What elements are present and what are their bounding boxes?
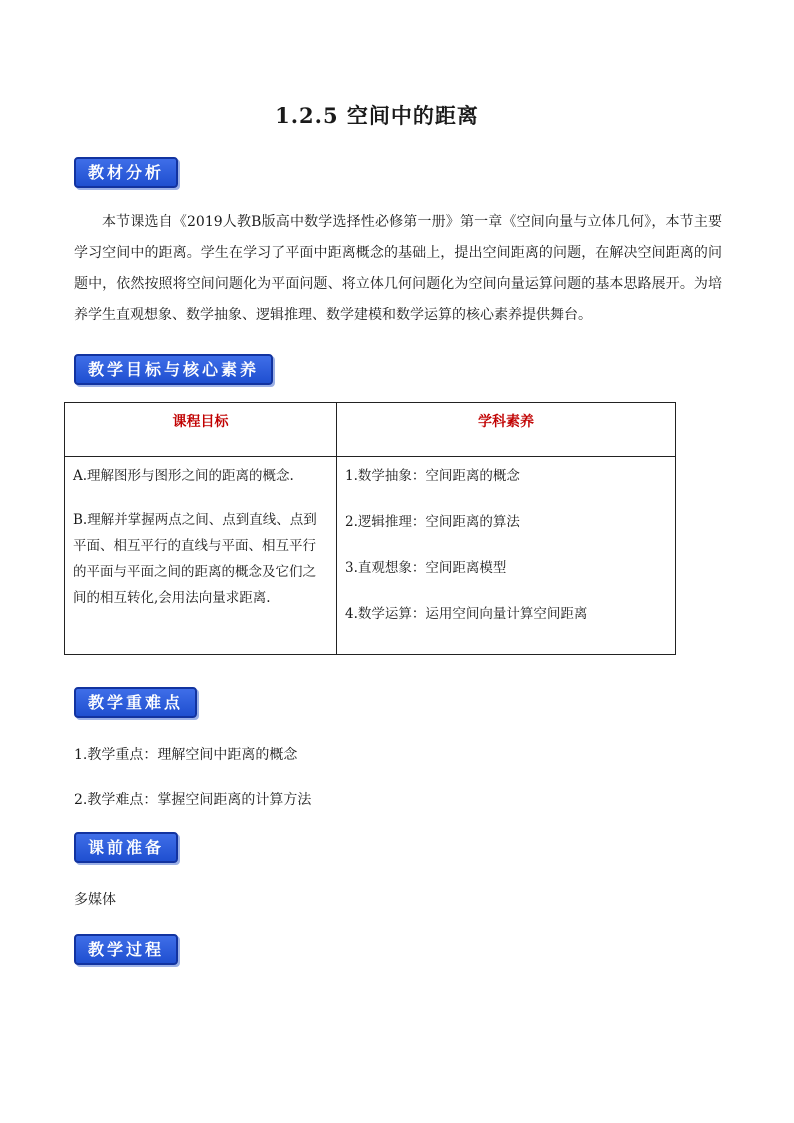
difficult-point: 2.教学难点：掌握空间距离的计算方法: [74, 792, 312, 808]
goal-b-line: 间的相互转化,会用法向量求距离.: [73, 590, 271, 606]
goal-b-line: B.理解并掌握两点之间、点到直线、点到: [73, 512, 317, 528]
literacy-item: 4.数学运算：运用空间向量计算空间距离: [345, 606, 588, 622]
literacy-item: 1.数学抽象：空间距离的概念: [345, 468, 520, 484]
key-point: 1.教学重点：理解空间中距离的概念: [74, 747, 298, 763]
table-row: [65, 457, 676, 655]
goal-b-line: 的平面与平面之间的距离的概念及它们之: [73, 564, 316, 580]
goal-a: A.理解图形与图形之间的距离的概念.: [73, 468, 294, 484]
section-badge-analysis: 教材分析: [74, 157, 178, 188]
page-title: 1.2.5 空间中的距离: [275, 103, 479, 128]
section-badge-prep: 课前准备: [74, 832, 178, 863]
table-header-course-goals: 课程目标: [65, 403, 337, 457]
course-goals-cell: [65, 457, 337, 655]
table-header-row: [65, 403, 676, 457]
goal-b-line: 平面、相互平行的直线与平面、相互平行: [73, 538, 316, 554]
literacy-item: 3.直观想象：空间距离模型: [345, 560, 507, 576]
section-badge-keypoints: 教学重难点: [74, 687, 197, 718]
goals-table: [64, 402, 676, 655]
literacy-item: 2.逻辑推理：空间距离的算法: [345, 514, 520, 530]
literacy-cell: [337, 457, 676, 655]
section-badge-goals: 教学目标与核心素养: [74, 354, 273, 385]
prep-text: 多媒体: [74, 892, 116, 908]
table-header-literacy: 学科素养: [337, 403, 676, 457]
analysis-paragraph: 本节课选自《2019人教B版高中数学选择性必修第一册》第一章《空间向量与立体几何》，本节主要学习空间中的距离。学生在学习了平面中距离概念的基础上，提出空间距离的问题，在解决空间距离的问题中，依然按照将空间问题化为平面问题、将立体几何问题化为空间向量运算问题的基本思路展开。为培养学生直观想象、数学抽象、逻辑推理、数学建模和数学运算的核心素养提供舞台。: [74, 214, 722, 323]
section-badge-process: 教学过程: [74, 934, 178, 965]
